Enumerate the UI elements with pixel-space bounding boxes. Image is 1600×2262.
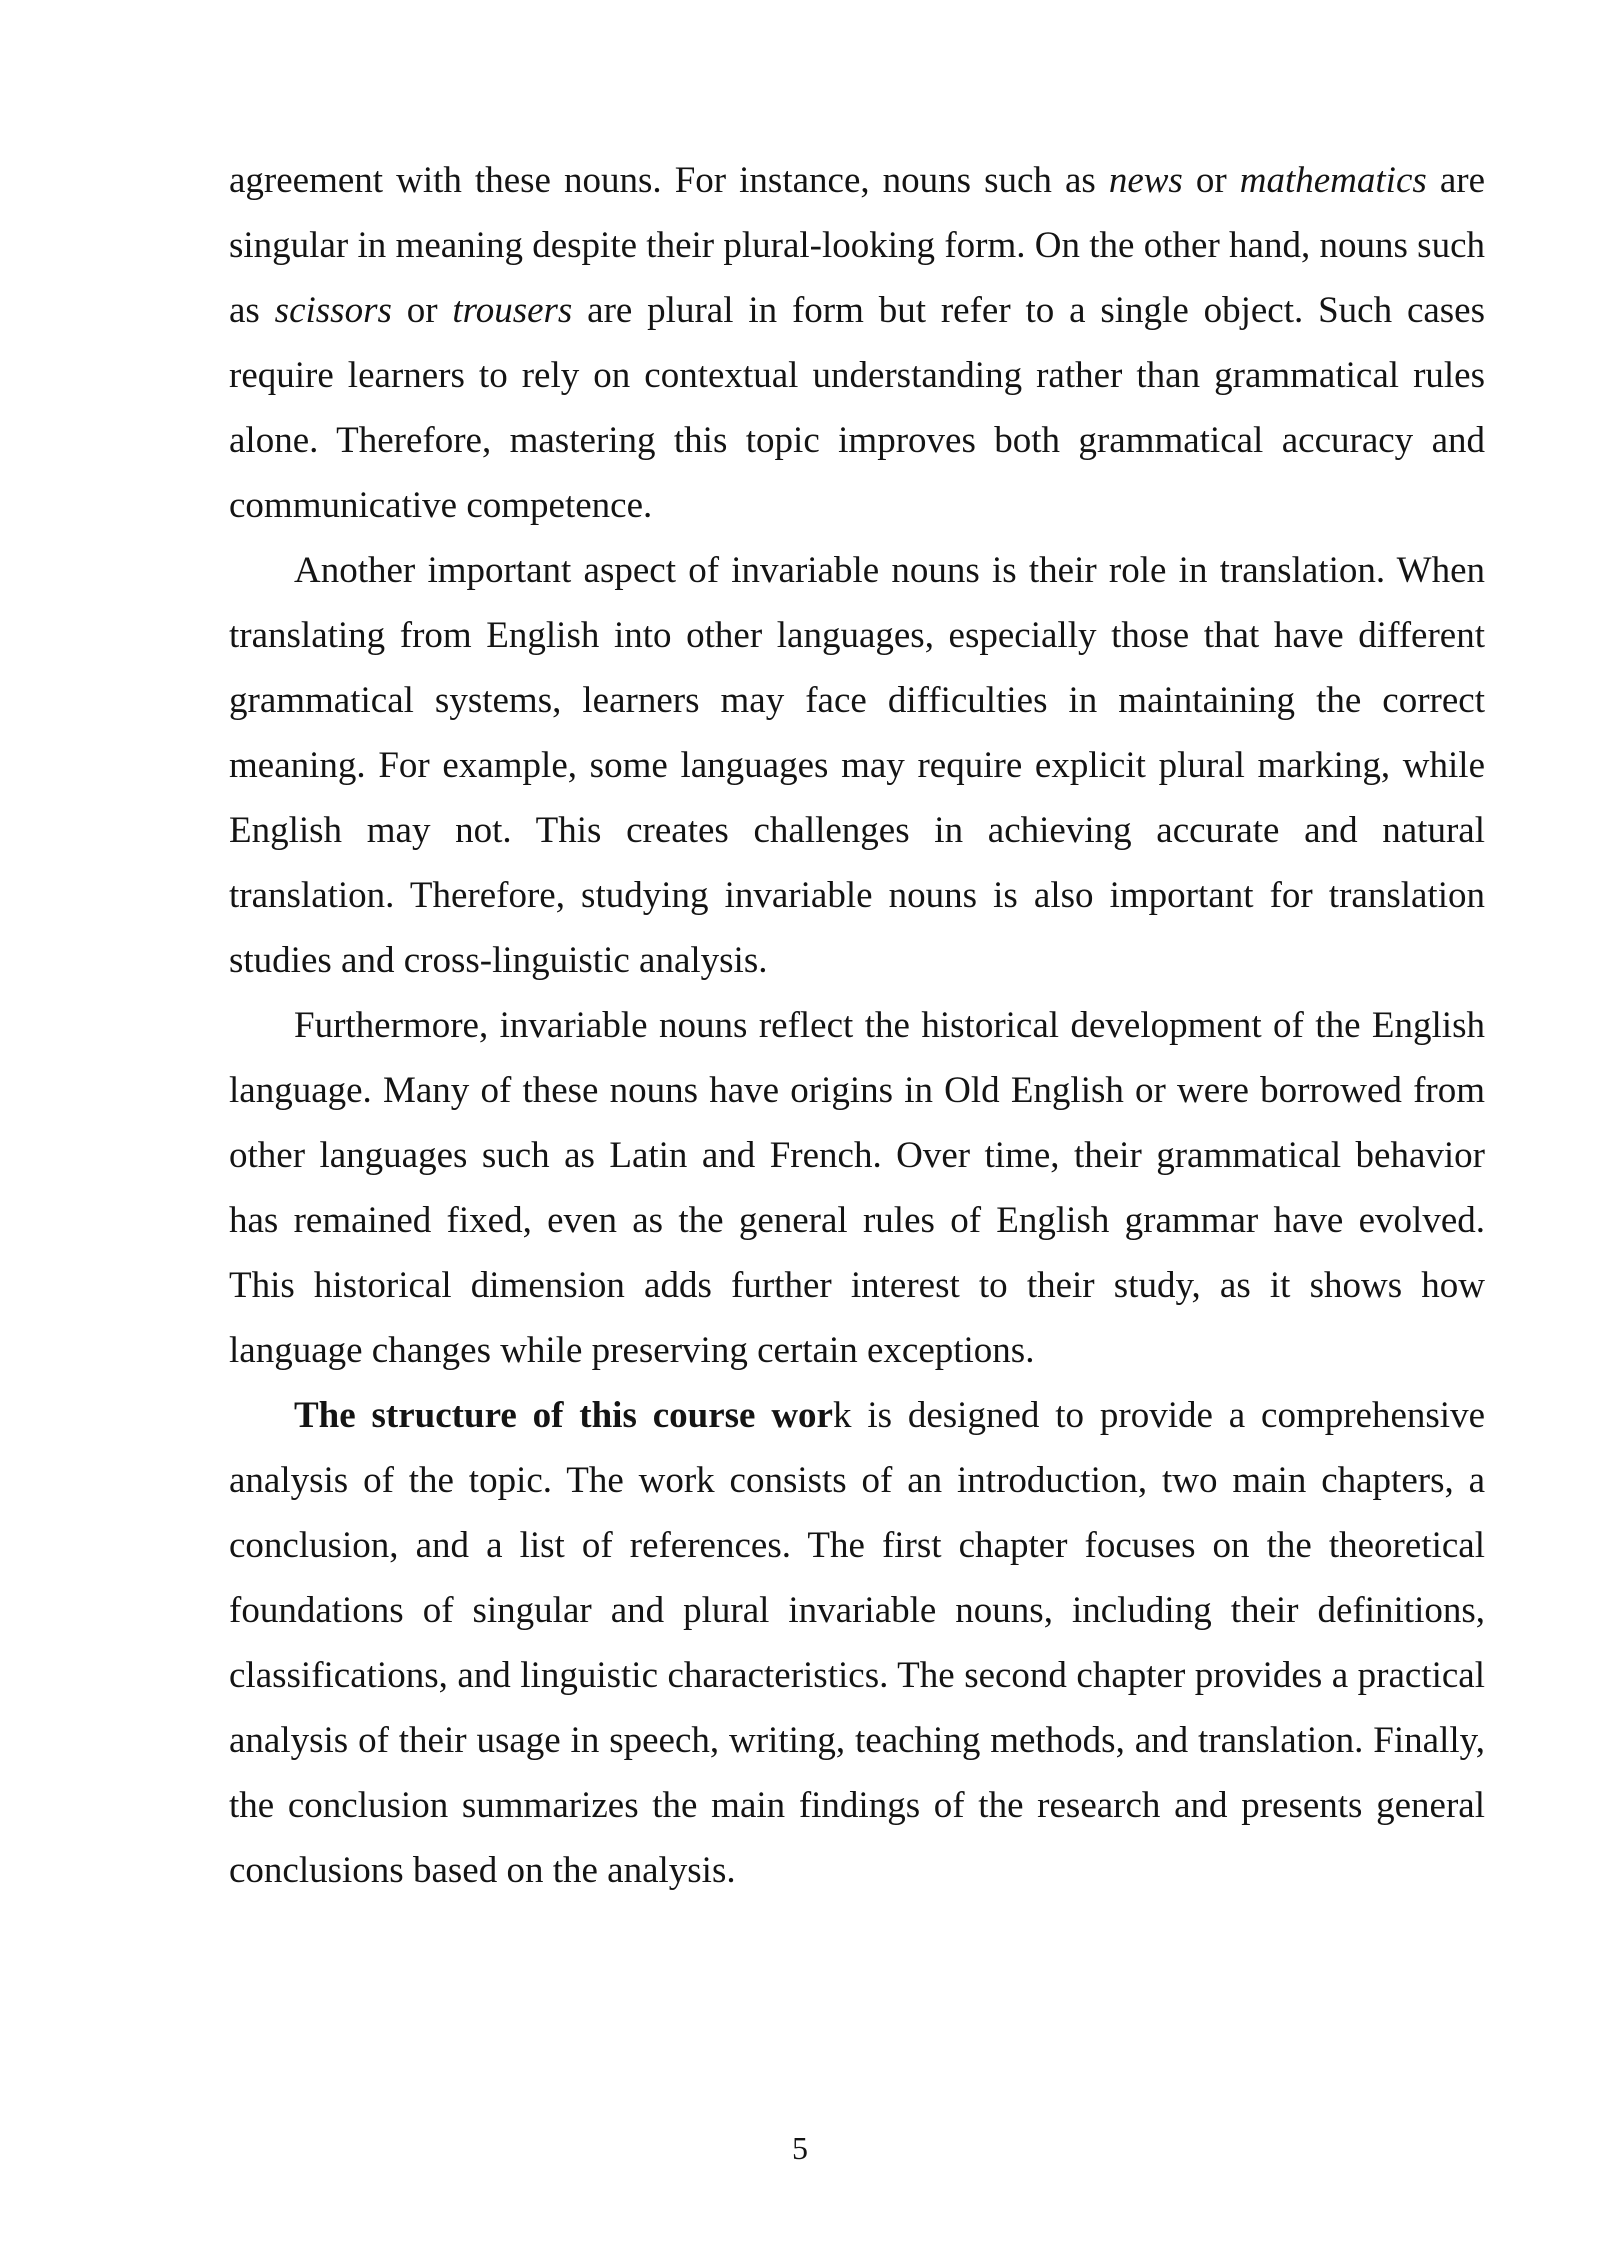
paragraph: [229, 538, 1485, 993]
paragraph: [229, 148, 1485, 538]
italic-term: mathematics: [1239, 160, 1427, 201]
text-run: are plural in form but refer to a single object. Such cases require learners to rely on contextual understanding rather than grammatical rules alone. Therefore, mastering this topic improves both grammatical accuracy and communicative competence.: [229, 290, 1486, 526]
text-run: k is designed to provide a comprehensive analysis of the topic. The work consists of an introduction, two main chapters, a conclusion, and a list of references. The first chapter focuses on the theoretical foundations of singular and plural invariable nouns, including their definitions, classifications, and linguistic characteristics. The second chapter provides a practical analysis of their usage in speech, writing, teaching methods, and translation. Finally, the conclusion summarizes the main findings of the research and presents general conclusions based on the analysis.: [229, 1395, 1485, 1891]
text-run: or: [391, 290, 453, 331]
text-run: or: [1182, 160, 1240, 201]
page-number: 5: [792, 2130, 808, 2166]
italic-term: trousers: [452, 290, 573, 331]
paragraph: [229, 993, 1485, 1383]
text-run: agreement with these nouns. For instance, nouns such as: [229, 160, 1109, 201]
text-run: Another important aspect of invariable nouns is their role in translation. When translating from English into other languages, especially those that have different grammatical systems, learners may face difficulties in maintaining the correct meaning. For example, some languages may require explicit plural marking, while English may not. This creates challenges in achieving accurate and natural translation. Therefore, studying invariable nouns is also important for translation studies and cross-linguistic analysis.: [229, 550, 1485, 981]
paragraph: [229, 1383, 1485, 1903]
text-run: Furthermore, invariable nouns reflect the historical development of the English language. Many of these nouns have origins in Old English or were borrowed from other languages such as Latin and French. Over time, their grammatical behavior has remained fixed, even as the general rules of English grammar have evolved. This historical dimension adds further interest to their study, as it shows how language changes while preserving certain exceptions.: [229, 1005, 1485, 1371]
text-run: are singular in meaning despite their plural-looking form. On the other hand, nouns such as: [229, 160, 1485, 331]
italic-term: scissors: [274, 290, 392, 331]
italic-term: news: [1108, 160, 1183, 201]
body-text: [229, 148, 1485, 1903]
bold-heading-run: The structure of this course wor: [294, 1395, 833, 1436]
